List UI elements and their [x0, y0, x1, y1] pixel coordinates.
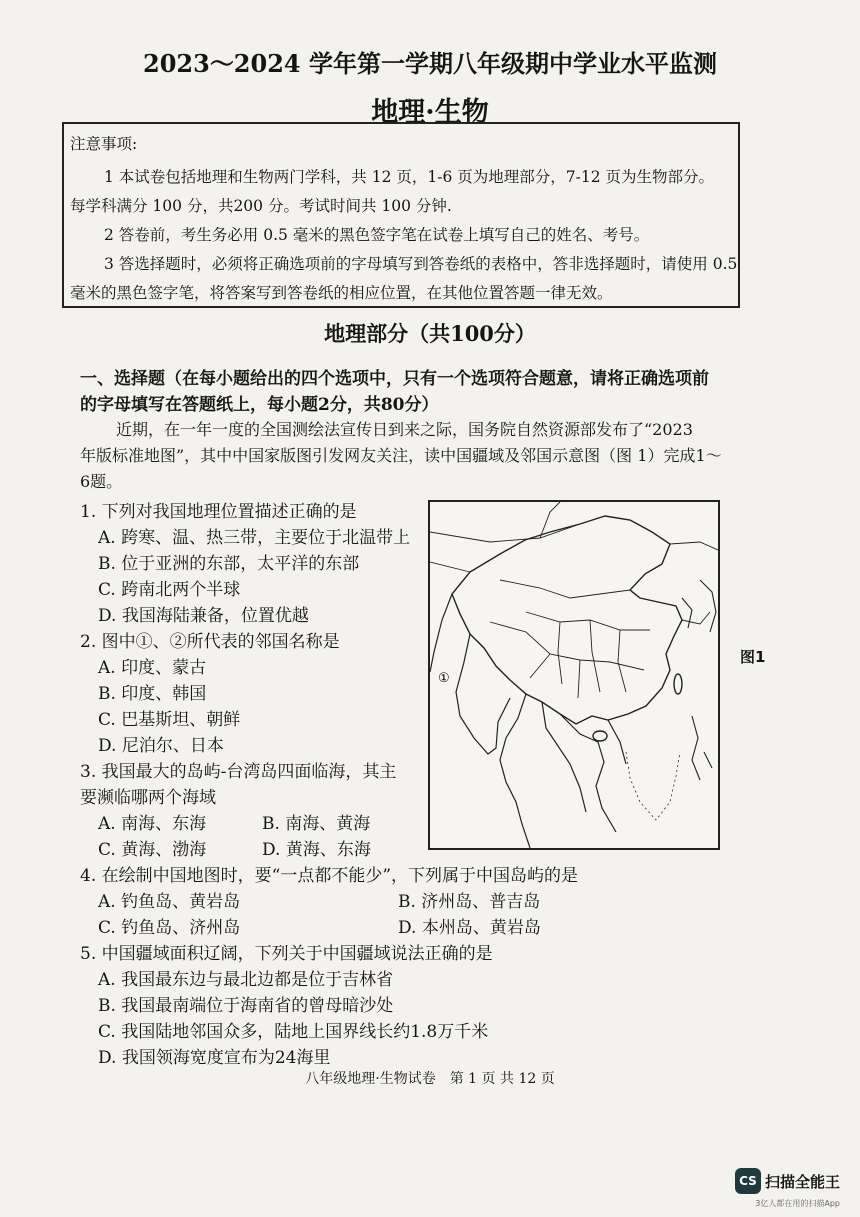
q3-option-b: B. 南海、黄海: [262, 814, 371, 834]
notice-line-5: 毫米的黑色签字笔，将答案写到答卷纸的相应位置，在其他位置答题一律无效。: [70, 284, 613, 302]
q1-option-a: A. 跨寒、温、热三带，主要位于北温带上: [98, 528, 411, 548]
notice-line-3: 2 答卷前，考生务必用 0.5 毫米的黑色签字笔在试卷上填写自己的姓名、考号。: [104, 226, 650, 244]
q4-option-d: D. 本州岛、黄岩岛: [398, 918, 541, 938]
notice-box: [62, 122, 740, 308]
q5-option-d: D. 我国领海宽度宣布为24海里: [98, 1048, 331, 1068]
q3-option-a: A. 南海、东海: [98, 814, 207, 834]
scanner-name: 扫描全能王: [764, 1172, 840, 1191]
q2-option-a: A. 印度、蒙古: [98, 658, 207, 678]
intro-text-end: 6题。: [80, 472, 123, 491]
exam-subtitle: 地理·生物: [371, 97, 489, 128]
scanner-logo-icon: CS: [735, 1168, 761, 1194]
q2-option-d: D. 尼泊尔、日本: [98, 736, 224, 756]
q2-option-c: C. 巴基斯坦、朝鲜: [98, 710, 241, 730]
q2-stem: 2. 图中①、②所代表的邻国名称是: [80, 632, 340, 652]
scanner-watermark: [735, 1168, 840, 1194]
section-title: 地理部分（共100分）: [324, 321, 536, 346]
taiwan-island: [674, 674, 682, 694]
china-map-figure: [428, 500, 720, 850]
q4-option-a: A. 钓鱼岛、黄岩岛: [98, 892, 241, 912]
q5-option-a: A. 我国最东边与最北边都是位于吉林省: [98, 970, 394, 990]
page-footer: 八年级地理·生物试卷 第 1 页 共 12 页: [305, 1071, 555, 1087]
q1-stem: 1. 下列对我国地理位置描述正确的是: [80, 502, 357, 522]
q1-option-c: C. 跨南北两个半球: [98, 580, 241, 600]
q3-stem-cont: 要濒临哪两个海域: [80, 788, 216, 808]
section-instruction-cont: 的字母填写在答题纸上，每小题2分，共80分）: [80, 395, 439, 415]
q5-option-b: B. 我国最南端位于海南省的曾母暗沙处: [98, 996, 394, 1016]
southeast-asia: [500, 694, 626, 848]
scanner-tagline: 3亿人都在用的扫描App: [755, 1199, 840, 1208]
q2-option-b: B. 印度、韩国: [98, 684, 207, 704]
notice-line-2: 每学科满分 100 分，共200 分。考试时间共 100 分钟.: [70, 197, 452, 215]
q4-option-b: B. 济州岛、普吉岛: [398, 892, 541, 912]
q4-stem: 4. 在绘制中国地图时，要“一点都不能少”，下列属于中国岛屿的是: [80, 866, 579, 886]
philippines: [692, 716, 712, 780]
intro-text: 近期，在一年一度的全国测绘法宣传日到来之际，国务院自然资源部发布了“2023: [116, 420, 693, 439]
china-border: [452, 516, 682, 724]
notice-heading: 注意事项:: [70, 135, 138, 153]
q1-option-b: B. 位于亚洲的东部，太平洋的东部: [98, 554, 360, 574]
hainan-island: [593, 731, 607, 741]
q3-option-c: C. 黄海、渤海: [98, 840, 207, 860]
section-instruction: 一、选择题（在每小题给出的四个选项中，只有一个选项符合题意，请将正确选项前: [80, 369, 709, 389]
china-map-drawing: [430, 502, 718, 848]
figure-label: 图1: [740, 648, 766, 666]
notice-line-4: 3 答选择题时，必须将正确选项前的字母填写到答卷纸的表格中，答非选择题时，请使用 0.5: [104, 255, 738, 273]
map-marker-1: ①: [438, 671, 450, 686]
notice-line-1: 1 本试卷包括地理和生物两门学科，共 12 页，1-6 页为地理部分，7-12 页为生物部分。: [104, 168, 715, 186]
intro-text-cont: 年版标准地图”，其中中国家版图引发网友关注，读中国疆域及邻国示意图（图 1）完成1～: [80, 446, 722, 465]
q4-option-c: C. 钓鱼岛、济州岛: [98, 918, 241, 938]
province-lines: [490, 580, 650, 698]
q3-option-d: D. 黄海、东海: [262, 840, 371, 860]
exam-title: 2023～2024 学年第一学期八年级期中学业水平监测: [143, 49, 717, 78]
q3-stem: 3. 我国最大的岛屿-台湾岛四面临海，其主: [80, 762, 397, 782]
south-sea-islands: [626, 752, 680, 820]
q1-option-d: D. 我国海陆兼备，位置优越: [98, 606, 309, 626]
q5-option-c: C. 我国陆地邻国众多，陆地上国界线长约1.8万千米: [98, 1022, 489, 1042]
q5-stem: 5. 中国疆域面积辽阔，下列关于中国疆域说法正确的是: [80, 944, 493, 964]
